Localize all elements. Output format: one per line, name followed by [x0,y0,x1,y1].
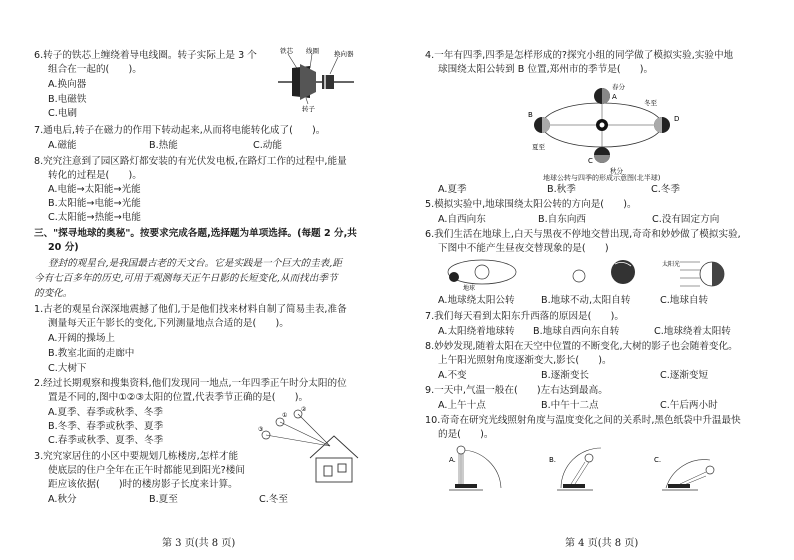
q8-stem-line1: 8.究究注意到了园区路灯都安装的有光伏发电板,在路灯工作的过程中,能量 [34,156,347,167]
mark-1: ① [282,412,288,419]
q2-option-b: B.冬季、春季或秋季、夏季 [48,421,164,432]
lamp-icon [706,466,714,474]
page-footer: 第 4 页(共 8 页) [565,538,639,549]
label-d: D [674,115,680,123]
q6-option-c: C.电刷 [48,108,77,119]
section3-heading-line1: 三、"探寻地球的奥秘"。按要求完成各题,选择题为单项选择。(每题 2 分,共 [34,228,357,239]
q3-option-a: A.秋分 [48,494,77,505]
q3-option-c: C.冬至 [259,494,288,505]
figure-10b [549,438,619,496]
page-4 [397,0,794,560]
earth-icon [449,272,459,282]
q6-stem-line2: 下图中不能产生昼夜交替现象的是( ) [438,243,609,254]
q5-option-a: A.自西向东 [438,214,486,225]
q6-option-a: A.换向器 [48,79,87,90]
orbit-caption: 地球公转与四季的形成示意图(北半球) [543,174,661,182]
label-c: C [588,157,593,165]
q8-option-a: A.电能→太阳能→光能 [48,184,141,195]
sun-house-figure [258,404,368,486]
lamp-icon [585,454,593,462]
q6-option-b: B.地球不动,太阳自转 [541,295,631,306]
q9-option-c: C.午后两小时 [660,400,718,411]
figure-10c [654,438,726,496]
sun-icon [475,265,489,279]
q7-option-c: C.地球绕着太阳转 [654,326,731,337]
q5-option-b: B.自东向西 [538,214,587,225]
q6-stem-line2: 组合在一起的( )。 [48,64,142,75]
figure-10a [449,438,511,496]
q8-option-b: B.太阳能→电能→光能 [48,198,141,209]
figure-a-revolution [437,256,527,292]
q3-stem-line1: 3.究究家居住的小区中要规划几栋楼房,怎样才能 [34,451,239,462]
q8-option-b: B.逐渐变长 [541,370,590,381]
label-rotor: 转子 [302,105,315,113]
q7-option-c: C.动能 [253,140,282,151]
q3-stem-line3: 距应该依据( )时的楼房影子长度来计算。 [48,479,238,490]
label-10a: A. [449,456,456,464]
q6-stem-line1: 6.转子的铁芯上缠绕着导电线圈。转子实际上是 3 个 [34,50,257,61]
q7-option-a: A.太阳绕着地球转 [438,326,515,337]
q8-option-c: C.逐渐变短 [660,370,709,381]
label-coil: 线圈 [306,47,319,55]
house-icon [310,436,358,482]
q6-option-c: C.地球自转 [660,295,709,306]
q6-stem-line1: 6.我们生活在地球上,白天与黑夜不停地交替出现,奇奇和妙妙做了模拟实验, [425,229,741,240]
passage-line3: 的变化。 [34,288,73,299]
q4-option-a: A.夏季 [438,184,467,195]
q4-option-b: B.秋季 [547,184,576,195]
rotor-figure [276,44,366,114]
q7-stem: 7.我们每天看到太阳东升西落的原因是( )。 [425,311,624,322]
q5-stem: 5.模拟实验中,地球围绕太阳公转的方向是( )。 [425,199,637,210]
q3-option-b: B.夏至 [149,494,178,505]
q4-stem-line1: 4.一年有四季,四季是怎样形成的?探究小组的同学做了模拟实验,实验中地 [425,50,734,61]
q10-stem-line1: 10.奇奇在研究光线照射角度与温度变化之间的关系时,黑色纸袋中升温最快 [425,415,741,426]
figure-c-earth-rotation [660,256,730,292]
q1-option-a: A.开阔的操场上 [48,333,116,344]
q7-stem: 7.通电后,转子在磁力的作用下转动起来,从而将电能转化成了( )。 [34,125,326,136]
q4-stem-line2: 球围绕太阳公转到 B 位置,郑州市的季节是( )。 [438,64,654,75]
lamp-icon [457,446,465,454]
q4-option-c: C.冬季 [651,184,680,195]
q6-option-b: B.电磁铁 [48,94,87,105]
q9-stem: 9.一天中,气温一般在( )左右达到最高。 [425,385,608,396]
label-earth: 地球 [463,285,476,292]
q8-option-c: C.太阳能→热能→电能 [48,212,141,223]
label-core: 铁芯 [280,47,293,55]
mark-3: ③ [258,426,264,433]
label-10c: C. [654,456,662,464]
label-summer: 夏至 [532,143,545,151]
orbit-figure [526,77,696,180]
q6-option-a: A.地球绕太阳公转 [438,295,515,306]
q7-option-b: B.地球自西向东自转 [533,326,620,337]
mark-2: ② [301,406,307,413]
q8-option-a: A.不变 [438,370,467,381]
page-footer: 第 3 页(共 8 页) [162,538,236,549]
q5-option-c: C.没有固定方向 [652,214,720,225]
q2-option-c: C.春季或秋季、夏季、冬季 [48,435,164,446]
q9-option-b: B.中午十二点 [541,400,599,411]
section3-heading-line2: 20 分) [48,242,79,253]
q3-stem-line2: 使底层的住户全年在正午时都能见到阳光?楼间 [48,465,245,476]
label-commutator: 换向器 [334,50,354,58]
q1-stem-line2: 测量每天正午影长的变化,下列测量地点合适的是( )。 [48,318,289,329]
q1-option-b: B.教室北面的走廊中 [48,348,135,359]
label-10b: B. [549,456,557,464]
q2-stem-line2: 置是不同的,图中①②③太阳的位置,代表季节正确的是( )。 [48,392,309,403]
q8-stem-line2: 转化的过程是( )。 [48,170,142,181]
label-sunlight: 太阳光 [662,261,681,268]
earth-icon [573,270,585,282]
passage-line2: 今有七百多年的历史,可用于观测每天正午日影的长短变化,从而找出季节 [34,273,338,284]
passage-line1: 登封的观星台,是我国最古老的天文台。它是实践是一个巨大的圭表,距 [48,258,342,269]
figure-b-sun-rotation [567,256,657,292]
q7-option-b: B.热能 [149,140,178,151]
label-autumn: 秋分 [610,167,623,175]
q7-option-a: A.磁能 [48,140,77,151]
q1-option-c: C.大树下 [48,363,87,374]
label-spring: 春分 [612,83,625,91]
q9-option-a: A.上午十点 [438,400,486,411]
q1-stem-line1: 1.古老的观星台深深地震撼了他们,于是他们找来材料自制了简易圭表,准备 [34,304,347,315]
q2-stem-line1: 2.经过长期观察和搜集资料,他们发现同一地点,一年四季正午时分太阳的位 [34,378,347,389]
sun-icon [611,260,635,284]
label-winter: 冬至 [644,99,657,107]
label-a: A [612,93,617,101]
q8-stem-line1: 8.妙妙发现,随着太阳在天空中位置的不断变化,大树的影子也会随着变化。 [425,341,738,352]
label-b: B [528,111,533,119]
q2-option-a: A.夏季、春季或秋季、冬季 [48,407,163,418]
q10-stem-line2: 的是( )。 [438,429,494,440]
q8-stem-line2: 上午阳光照射角度逐渐变大,影长( )。 [438,355,612,366]
